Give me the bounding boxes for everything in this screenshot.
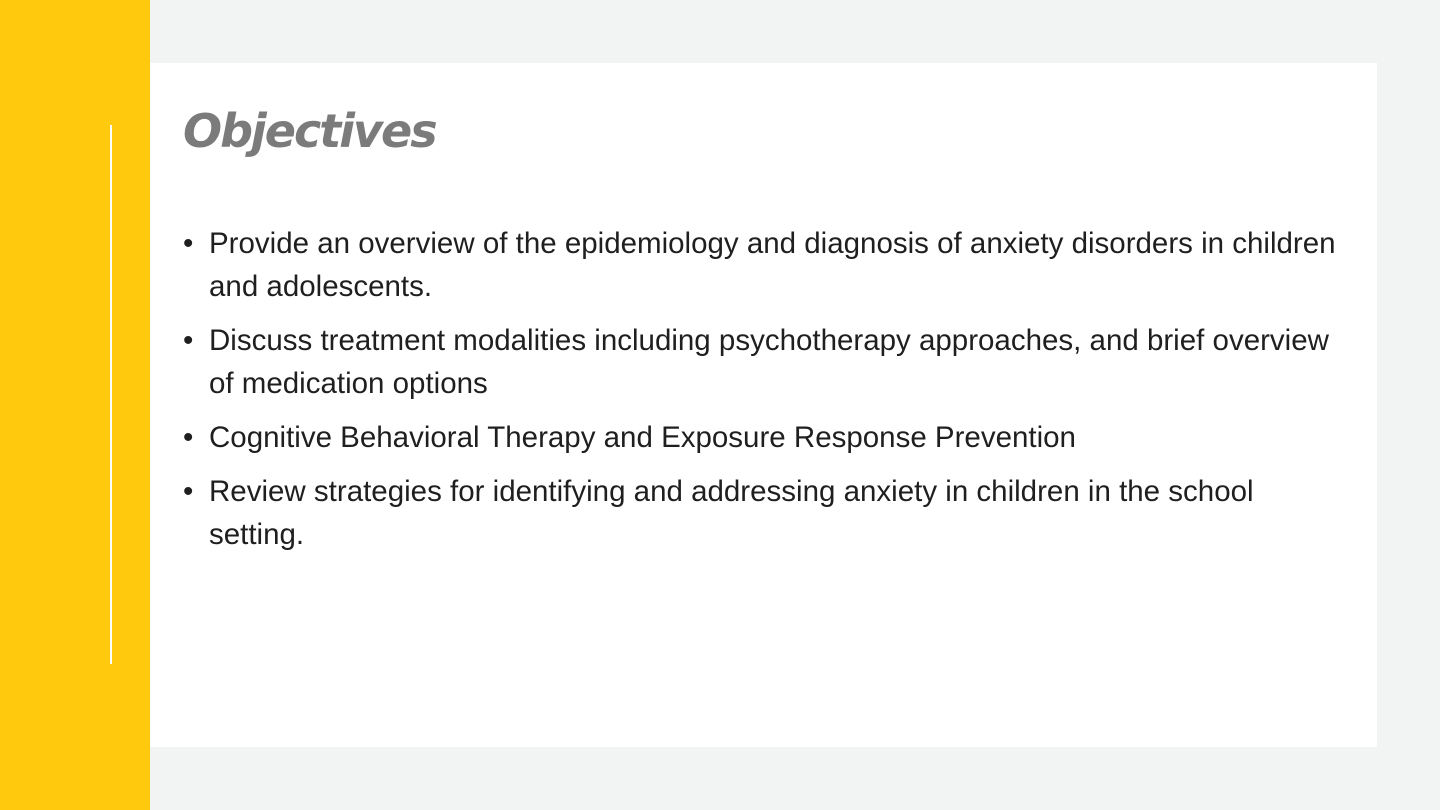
accent-divider-line	[110, 125, 112, 664]
objective-text: Discuss treatment modalities including psychotherapy approaches, and brief overview of medication options	[209, 324, 1329, 400]
bullet-icon: •	[183, 227, 194, 260]
objective-text: Cognitive Behavioral Therapy and Exposure Response Prevention	[209, 421, 1076, 454]
bullet-icon: •	[183, 421, 194, 454]
bullet-icon: •	[183, 324, 194, 357]
objective-item	[183, 470, 1343, 556]
objective-text: Provide an overview of the epidemiology and diagnosis of anxiety disorders in children and adolescents.	[209, 227, 1336, 303]
objective-text: Review strategies for identifying and addressing anxiety in children in the school setting.	[209, 475, 1254, 551]
slide-title: Objectives	[183, 104, 436, 158]
accent-sidebar	[0, 0, 150, 810]
objectives-list	[183, 222, 1343, 556]
objective-item	[183, 416, 1343, 459]
bullet-icon: •	[183, 475, 194, 508]
objective-item	[183, 319, 1343, 405]
objective-item	[183, 222, 1343, 308]
